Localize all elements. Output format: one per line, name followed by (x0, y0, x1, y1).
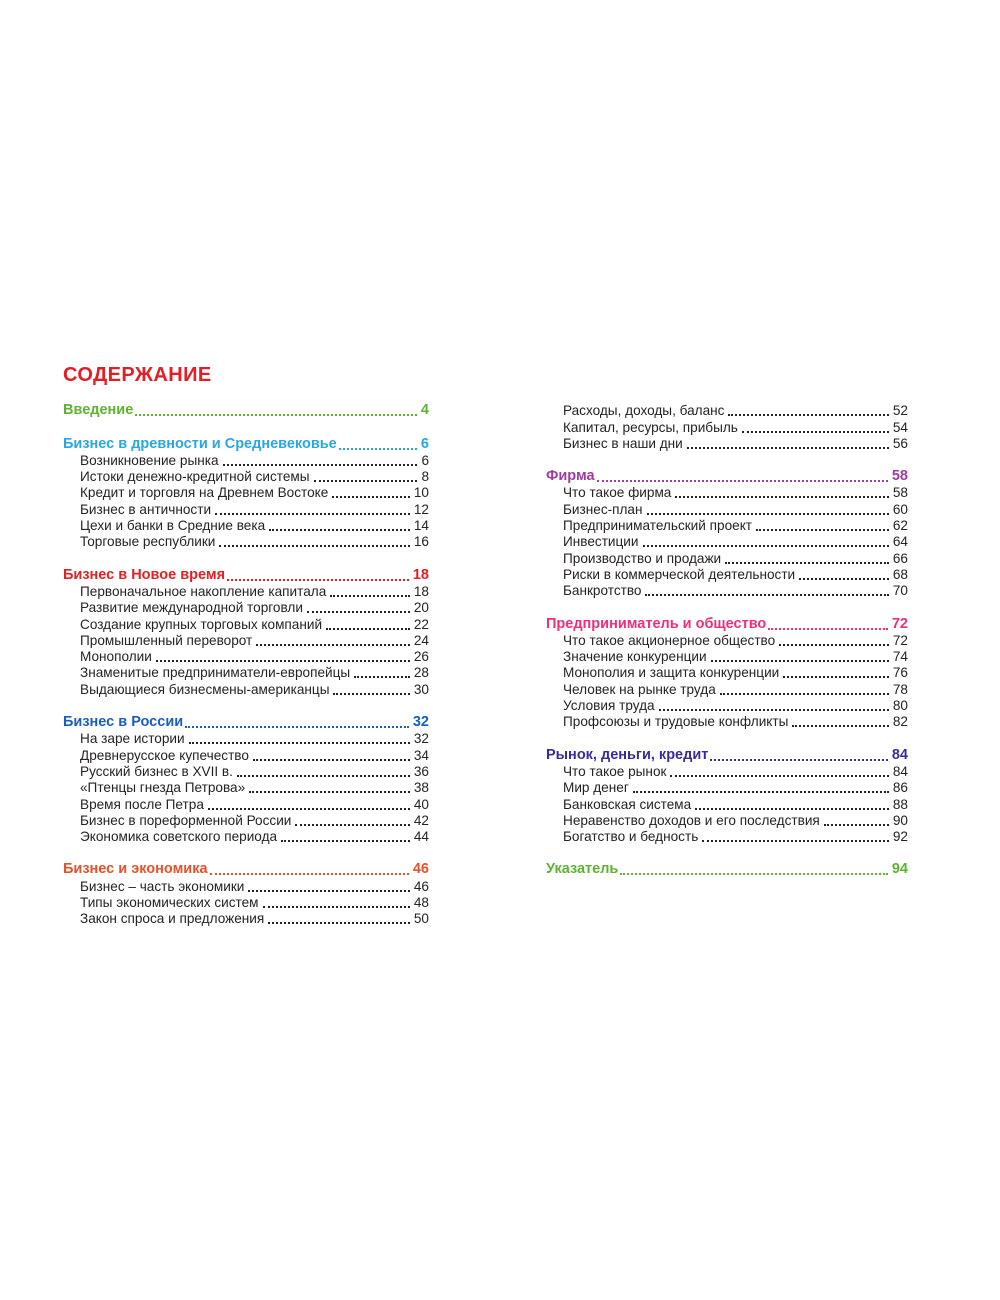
dot-leader (339, 448, 417, 450)
entry-title: Неравенство доходов и его последствия (563, 812, 820, 828)
section-title: Бизнес и экономика (63, 861, 208, 878)
dot-leader (768, 628, 888, 630)
toc-entry (546, 713, 908, 729)
section-title: Рынок, деньги, кредит (546, 746, 709, 763)
entry-page-number: 18 (413, 583, 429, 599)
toc-entry (546, 582, 908, 598)
entry-title: Риски в коммерческой деятельности (563, 566, 796, 582)
entry-title: Инвестиции (563, 534, 639, 550)
entry-title: Условия труда (563, 698, 655, 714)
toc-section (63, 861, 429, 926)
entry-page-number: 62 (892, 518, 908, 534)
dot-leader (237, 775, 410, 777)
entry-title: Бизнес в пореформенной России (80, 812, 292, 828)
toc-entry (63, 632, 429, 648)
section-title: Предприниматель и общество (546, 615, 767, 632)
dot-leader (695, 808, 889, 810)
toc-entry (63, 648, 429, 664)
toc-column-right (546, 402, 908, 926)
dot-leader (185, 726, 409, 728)
entry-page-number: 54 (892, 419, 908, 435)
section-heading-row (546, 468, 908, 484)
toc-entry (63, 828, 429, 844)
toc-entry (546, 664, 908, 680)
entry-title: Бизнес – часть экономики (80, 878, 245, 894)
section-page-number: 58 (891, 468, 908, 485)
entry-page-number: 30 (413, 681, 429, 697)
entry-page-number: 58 (892, 485, 908, 501)
toc-entry (546, 533, 908, 549)
toc-entry (63, 877, 429, 893)
section-title: Фирма (546, 468, 595, 485)
entry-title: Создание крупных торговых компаний (80, 616, 323, 632)
entry-title: Древнерусское купечество (80, 747, 249, 763)
toc-entry (63, 779, 429, 795)
toc-section (63, 402, 429, 418)
entry-title: Расходы, доходы, баланс (563, 403, 725, 419)
toc-entry (546, 632, 908, 648)
entry-page-number: 28 (413, 665, 429, 681)
entry-page-number: 46 (413, 878, 429, 894)
dot-leader (779, 644, 889, 646)
dot-leader (710, 759, 888, 761)
toc-entry (546, 500, 908, 516)
dot-leader (643, 545, 889, 547)
section-page-number: 46 (412, 861, 429, 878)
entry-page-number: 52 (892, 403, 908, 419)
entry-page-number: 40 (413, 796, 429, 812)
entry-page-number: 24 (413, 632, 429, 648)
dot-leader (792, 725, 888, 727)
toc-entry (63, 599, 429, 615)
entry-title: Промышленный переворот (80, 632, 253, 648)
entry-page-number: 8 (421, 469, 429, 485)
toc-entry (546, 566, 908, 582)
entry-page-number: 12 (413, 501, 429, 517)
entry-title: Банкротство (563, 583, 642, 599)
dot-leader (728, 414, 888, 416)
dot-leader (249, 791, 410, 793)
entry-page-number: 68 (892, 566, 908, 582)
toc-entry (63, 533, 429, 549)
entry-page-number: 34 (413, 747, 429, 763)
entry-page-number: 64 (892, 534, 908, 550)
toc-entry (546, 435, 908, 451)
entry-title: Развитие международной торговли (80, 600, 303, 616)
toc-entry (63, 795, 429, 811)
entry-page-number: 22 (413, 616, 429, 632)
dot-leader (210, 873, 409, 875)
dot-leader (208, 808, 410, 810)
entry-title: Выдающиеся бизнесмены-американцы (80, 681, 330, 697)
toc-title: СОДЕРЖАНИЕ (63, 364, 212, 386)
toc-entry (546, 779, 908, 795)
entry-page-number: 14 (413, 518, 429, 534)
toc-column-left (63, 402, 429, 926)
entry-title: Мир денег (563, 780, 629, 796)
toc-entry (546, 795, 908, 811)
section-page-number: 18 (412, 566, 429, 583)
dot-leader (135, 414, 417, 416)
entry-page-number: 42 (413, 812, 429, 828)
dot-leader (824, 824, 889, 826)
entry-title: Бизнес в наши дни (563, 435, 683, 451)
entry-page-number: 6 (421, 452, 429, 468)
section-page-number: 72 (891, 615, 908, 632)
dot-leader (268, 922, 410, 924)
entry-title: Человек на рынке труда (563, 681, 716, 697)
entry-title: Предпринимательский проект (563, 518, 753, 534)
entry-title: Закон спроса и предложения (80, 911, 265, 927)
entry-title: «Птенцы гнезда Петрова» (80, 780, 246, 796)
toc-section (63, 714, 429, 844)
entry-page-number: 88 (892, 796, 908, 812)
toc-entry (63, 894, 429, 910)
entry-title: Профсоюзы и трудовые конфликты (563, 714, 789, 730)
entry-title: Богатство и бедность (563, 829, 699, 845)
entry-page-number: 44 (413, 829, 429, 845)
dot-leader (314, 480, 418, 482)
dot-leader (687, 447, 889, 449)
section-title: Бизнес в Новое время (63, 566, 226, 583)
toc-entry (63, 730, 429, 746)
toc-entry (546, 697, 908, 713)
section-heading-row (546, 861, 908, 877)
entry-page-number: 66 (892, 550, 908, 566)
entry-title: Экономика советского периода (80, 829, 278, 845)
dot-leader (307, 611, 410, 613)
entry-page-number: 20 (413, 600, 429, 616)
dot-leader (720, 693, 889, 695)
entry-page-number: 86 (892, 780, 908, 796)
entry-title: Бизнес-план (563, 501, 643, 517)
toc-columns (63, 402, 908, 926)
section-heading-row (63, 714, 429, 730)
toc-entry (546, 812, 908, 828)
dot-leader (330, 595, 410, 597)
section-heading-row (546, 615, 908, 631)
entry-page-number: 60 (892, 501, 908, 517)
entry-page-number: 92 (892, 829, 908, 845)
dot-leader (742, 431, 889, 433)
dot-leader (711, 660, 889, 662)
entry-title: Торговые республики (80, 534, 216, 550)
toc-entry (63, 517, 429, 533)
toc-entry (546, 402, 908, 418)
section-title: Бизнес в древности и Средневековье (63, 435, 337, 452)
dot-leader (659, 709, 889, 711)
dot-leader (256, 644, 410, 646)
toc-section (63, 566, 429, 696)
toc-section (546, 746, 908, 844)
toc-entry (546, 648, 908, 664)
dot-leader (333, 693, 409, 695)
toc-section (546, 861, 908, 877)
toc-entry (546, 484, 908, 500)
entry-title: На заре истории (80, 731, 185, 747)
section-page-number: 94 (891, 861, 908, 878)
toc-entry (63, 468, 429, 484)
entry-page-number: 80 (892, 698, 908, 714)
toc-entry (63, 812, 429, 828)
entry-page-number: 38 (413, 780, 429, 796)
dot-leader (354, 676, 410, 678)
entry-title: Банковская система (563, 796, 692, 812)
section-page-number: 4 (420, 402, 429, 419)
dot-leader (295, 824, 409, 826)
toc-entry (546, 828, 908, 844)
entry-page-number: 10 (413, 485, 429, 501)
dot-leader (756, 529, 889, 531)
entry-page-number: 74 (892, 649, 908, 665)
dot-leader (670, 775, 888, 777)
entry-page-number: 72 (892, 632, 908, 648)
entry-page-number: 82 (892, 714, 908, 730)
entry-page-number: 36 (413, 763, 429, 779)
entry-title: Капитал, ресурсы, прибыль (563, 419, 738, 435)
entry-title: Цехи и банки в Средние века (80, 518, 266, 534)
toc-entry (546, 680, 908, 696)
toc-entry (63, 763, 429, 779)
dot-leader (219, 545, 409, 547)
dot-leader (156, 660, 410, 662)
dot-leader (269, 529, 410, 531)
section-title: Введение (63, 402, 134, 419)
dot-leader (263, 906, 410, 908)
dot-leader (783, 676, 889, 678)
entry-page-number: 70 (892, 583, 908, 599)
entry-title: Возникновение рынка (80, 452, 219, 468)
toc-entry (63, 664, 429, 680)
entry-title: Что такое фирма (563, 485, 672, 501)
entry-page-number: 32 (413, 731, 429, 747)
entry-title: Бизнес в античности (80, 501, 212, 517)
entry-title: Типы экономических систем (80, 895, 259, 911)
entry-page-number: 50 (413, 911, 429, 927)
toc-section (546, 468, 908, 598)
toc-entry (63, 680, 429, 696)
entry-page-number: 90 (892, 812, 908, 828)
dot-leader (645, 594, 888, 596)
toc-section (63, 435, 429, 549)
section-heading-row (63, 861, 429, 877)
toc-entry (63, 452, 429, 468)
entry-title: Монополия и защита конкуренции (563, 665, 780, 681)
toc-section (546, 615, 908, 729)
toc-section (546, 402, 908, 451)
dot-leader (675, 496, 889, 498)
dot-leader (725, 562, 889, 564)
dot-leader (799, 578, 889, 580)
dot-leader (326, 628, 410, 630)
section-heading-row (63, 402, 429, 418)
toc-entry (63, 484, 429, 500)
toc-entry (546, 517, 908, 533)
entry-title: Русский бизнес в XVII в. (80, 763, 233, 779)
section-title: Бизнес в России (63, 714, 184, 731)
entry-title: Знаменитые предприниматели-европейцы (80, 665, 351, 681)
dot-leader (702, 840, 889, 842)
entry-title: Значение конкуренции (563, 649, 707, 665)
toc-entry (546, 763, 908, 779)
dot-leader (253, 759, 410, 761)
entry-title: Монополии (80, 649, 152, 665)
entry-title: Что такое акционерное общество (563, 632, 776, 648)
entry-page-number: 26 (413, 649, 429, 665)
entry-title: Истоки денежно-кредитной системы (80, 469, 310, 485)
entry-page-number: 78 (892, 681, 908, 697)
dot-leader (227, 579, 409, 581)
dot-leader (620, 873, 888, 875)
entry-title: Кредит и торговля на Древнем Востоке (80, 485, 329, 501)
entry-page-number: 56 (892, 435, 908, 451)
entry-page-number: 16 (413, 534, 429, 550)
toc-entry (546, 418, 908, 434)
section-page-number: 32 (412, 714, 429, 731)
section-page-number: 84 (891, 746, 908, 763)
toc-entry (63, 746, 429, 762)
section-title: Указатель (546, 861, 619, 878)
section-heading-row (63, 435, 429, 451)
section-heading-row (63, 566, 429, 582)
toc-entry (63, 500, 429, 516)
entry-title: Первоначальное накопление капитала (80, 583, 327, 599)
toc-entry (546, 549, 908, 565)
dot-leader (189, 742, 410, 744)
entry-page-number: 48 (413, 895, 429, 911)
entry-title: Производство и продажи (563, 550, 722, 566)
dot-leader (223, 464, 418, 466)
toc-entry (63, 615, 429, 631)
entry-title: Что такое рынок (563, 763, 667, 779)
dot-leader (597, 480, 888, 482)
entry-page-number: 76 (892, 665, 908, 681)
dot-leader (215, 513, 410, 515)
dot-leader (633, 791, 889, 793)
section-page-number: 6 (420, 435, 429, 452)
dot-leader (281, 840, 410, 842)
dot-leader (647, 513, 889, 515)
dot-leader (248, 890, 409, 892)
toc-entry (63, 910, 429, 926)
entry-title: Время после Петра (80, 796, 204, 812)
entry-page-number: 84 (892, 763, 908, 779)
toc-entry (63, 583, 429, 599)
dot-leader (332, 496, 410, 498)
section-heading-row (546, 746, 908, 762)
